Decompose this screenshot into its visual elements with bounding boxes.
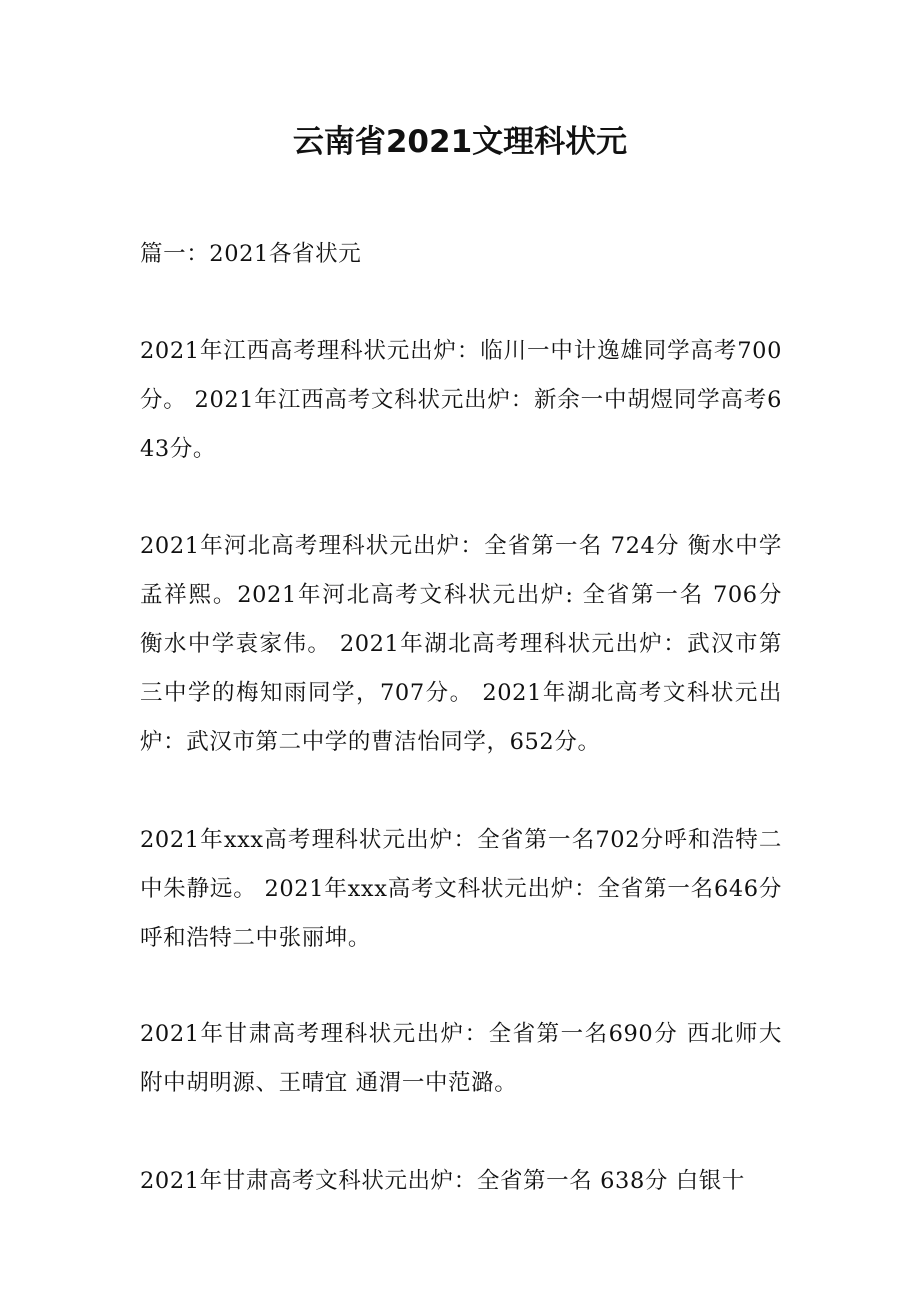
- paragraph-gansu-arts: 2021年甘肃高考文科状元出炉：全省第一名 638分 白银十: [140, 1168, 746, 1194]
- paragraph-hebei-hubei: 2021年河北高考理科状元出炉：全省第一名 724分 衡水中学孟祥熙。2021年河北高考文科状元出炉: 全省第一名 706分 衡水中学袁家伟。 2021年湖北高考理科状元出炉：武汉市第三中学的梅知雨同学，707分。 2021年湖北高考文科状元出炉：武汉市第二中学的曹洁怡同学，652分。: [140, 533, 782, 755]
- section-heading: 篇一：2021各省状元: [140, 241, 362, 267]
- paragraph-gansu-science: 2021年甘肃高考理科状元出炉：全省第一名690分 西北师大附中胡明源、王晴宜 通渭一中范潞。: [140, 1021, 782, 1096]
- document-title: 云南省2021文理科状元: [292, 124, 628, 160]
- paragraph-xxx: 2021年xxx高考理科状元出炉：全省第一名702分呼和浩特二中朱静远。 2021年xxx高考文科状元出炉：全省第一名646分 呼和浩特二中张丽坤。: [140, 827, 782, 951]
- paragraph-jiangxi: 2021年江西高考理科状元出炉：临川一中计逸雄同学高考700分。 2021年江西高考文科状元出炉：新余一中胡煜同学高考643分。: [140, 338, 782, 462]
